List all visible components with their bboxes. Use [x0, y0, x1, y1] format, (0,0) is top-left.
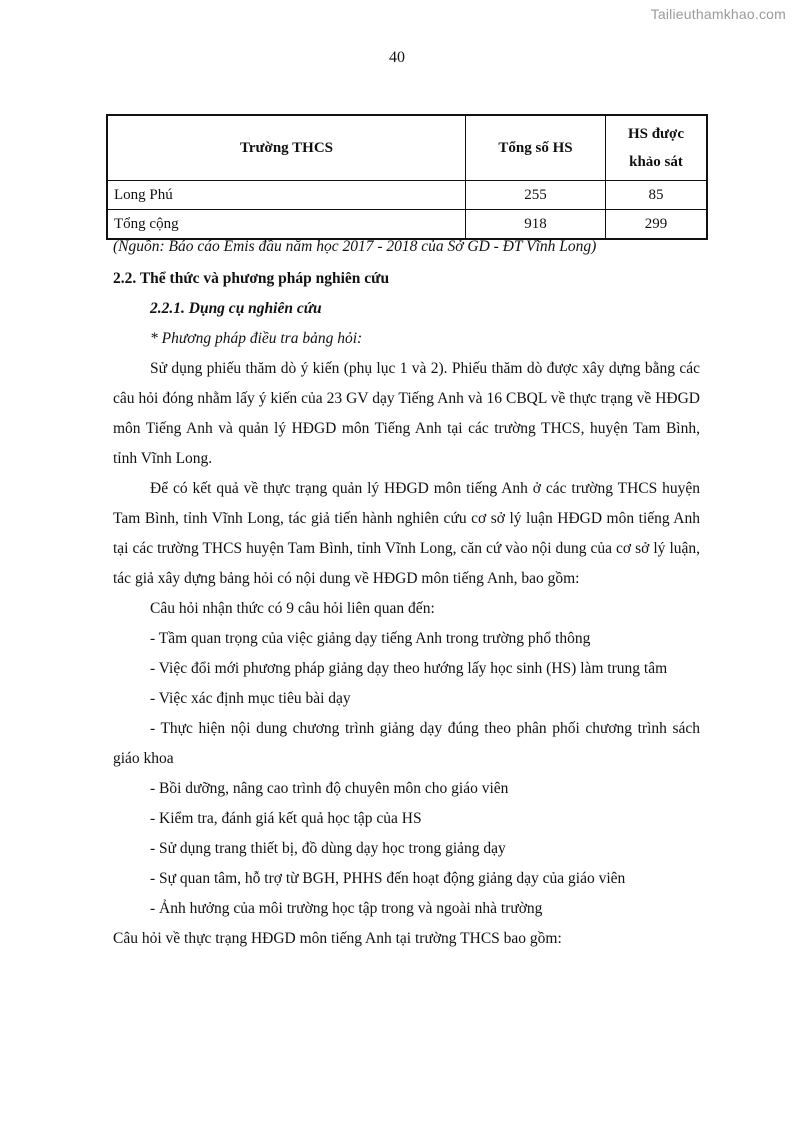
- subsection-heading: 2.2.1. Dụng cụ nghiên cứu: [150, 300, 322, 317]
- paragraph: Để có kết quả về thực trạng quản lý HĐGD môn tiếng Anh ở các trường THCS huyện Tam Bình, tỉnh Vĩnh Long, tác giả tiến hành nghiên cứu cơ sở lý luận HĐGD môn tiếng Anh tại các trường THCS huyện Tam Bình, tỉnh Vĩnh Long, căn cứ vào nội dung của cơ sở lý luận, tác giả xây dựng bảng hỏi có nội dung về HĐGD môn tiếng Anh, bao gồm:: [113, 480, 700, 587]
- cell-school-name: Long Phú: [107, 181, 466, 210]
- list-item: - Việc xác định mục tiêu bài dạy: [150, 690, 351, 707]
- method-label: * Phương pháp điều tra bảng hỏi:: [150, 330, 363, 347]
- list-item: - Ảnh hưởng của môi trường học tập trong và ngoài nhà trường: [150, 900, 543, 917]
- table-row: [107, 210, 707, 240]
- list-item: - Tầm quan trọng của việc giảng dạy tiếng Anh trong trường phổ thông: [150, 630, 591, 647]
- list-item: - Bồi dưỡng, nâng cao trình độ chuyên môn cho giáo viên: [150, 780, 509, 797]
- header-school: Trường THCS: [107, 115, 466, 181]
- list-item: - Việc đổi mới phương pháp giảng dạy theo hướng lấy học sinh (HS) làm trung tâm: [150, 660, 668, 677]
- table-header-row: [107, 115, 707, 181]
- list-item: - Thực hiện nội dung chương trình giảng dạy đúng theo phân phối chương trình sách giáo khoa: [113, 720, 700, 767]
- cell-surveyed-students: 299: [606, 210, 708, 240]
- list-item: - Sự quan tâm, hỗ trợ từ BGH, PHHS đến hoạt động giảng dạy của giáo viên: [150, 870, 626, 887]
- paragraph: Câu hỏi nhận thức có 9 câu hỏi liên quan đến:: [150, 600, 435, 617]
- closing-line: Câu hỏi về thực trạng HĐGD môn tiếng Anh tại trường THCS bao gồm:: [113, 930, 562, 947]
- header-total-students: Tổng số HS: [466, 115, 606, 181]
- header-surveyed-students: HS được khảo sát: [606, 115, 708, 181]
- page-number: 40: [389, 49, 405, 66]
- body-text: [113, 264, 700, 954]
- list-item: - Kiểm tra, đánh giá kết quả học tập của HS: [150, 810, 422, 827]
- cell-surveyed-students: 85: [606, 181, 708, 210]
- paragraph: Sử dụng phiếu thăm dò ý kiến (phụ lục 1 và 2). Phiếu thăm dò được xây dựng bằng các câu hỏi đóng nhằm lấy ý kiến của 23 GV dạy Tiếng Anh và 16 CBQL về thực trạng về HĐGD môn Tiếng Anh và quản lý HĐGD môn Tiếng Anh tại các trường THCS, huyện Tam Bình, tỉnh Vĩnh Long.: [113, 360, 700, 467]
- cell-total-students: 255: [466, 181, 606, 210]
- watermark-text: Tailieuthamkhao.com: [650, 6, 786, 22]
- table-row: [107, 181, 707, 210]
- section-heading: 2.2. Thể thức và phương pháp nghiên cứu: [113, 270, 390, 287]
- table-source-note: (Nguồn: Báo cáo Emis đầu năm học 2017 - 2018 của Sở GD - ĐT Vĩnh Long): [113, 238, 597, 255]
- cell-total-students: 918: [466, 210, 606, 240]
- cell-school-name: Tổng cộng: [107, 210, 466, 240]
- school-survey-table: [106, 114, 708, 240]
- list-item: - Sử dụng trang thiết bị, đồ dùng dạy học trong giảng dạy: [150, 840, 506, 857]
